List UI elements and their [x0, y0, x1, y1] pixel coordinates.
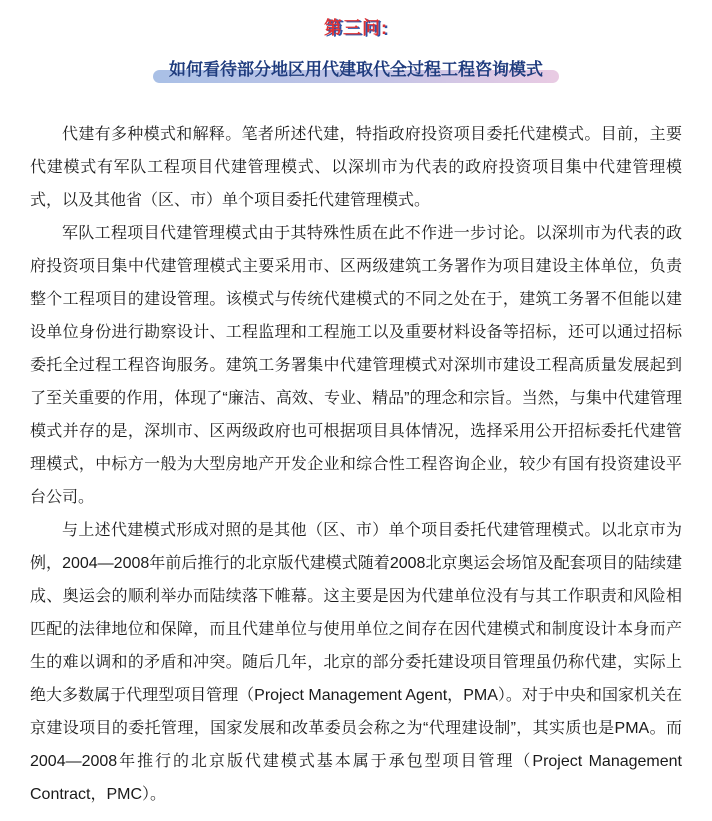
subtitle-row	[30, 55, 682, 80]
subtitle-highlighted-text: 如何看待部分地区用代建取代全过程工程咨询模式	[166, 55, 546, 80]
paragraph-1: 代建有多种模式和解释。笔者所述代建，特指政府投资项目委托代建模式。目前，主要代建模式有军队工程项目代建管理模式、以深圳市为代表的政府投资项目集中代建管理模式，以及其他省（区、市）单个项目委托代建管理模式。	[30, 126, 682, 209]
paragraph-2: 军队工程项目代建管理模式由于其特殊性质在此不作进一步讨论。以深圳市为代表的政府投资项目集中代建管理模式主要采用市、区两级建筑工务署作为项目建设主体单位，负责整个工程项目的建设管理。该模式与传统代建模式的不同之处在于，建筑工务署不但能以建设单位身份进行勘察设计、工程监理和工程施工以及重要材料设备等招标，还可以通过招标委托全过程工程咨询服务。建筑工务署集中代建管理模式对深圳市建设工程高质量发展起到了至关重要的作用，体现了“廉洁、高效、专业、精品”的理念和宗旨。当然，与集中代建管理模式并存的是，深圳市、区两级政府也可根据项目具体情况，选择采用公开招标委托代建管理模式，中标方一般为大型房地产开发企业和综合性工程咨询企业，较少有国有投资建设平台公司。	[30, 225, 682, 506]
paragraph-3: 与上述代建模式形成对照的是其他（区、市）单个项目委托代建管理模式。以北京市为例，2004—2008年前后推行的北京版代建模式随着2008北京奥运会场馆及配套项目的陆续建成、奥运会的顺利举办而陆续落下帷幕。这主要是因为代建单位没有与其工作职责和风险相匹配的法律地位和保障，而且代建单位与使用单位之间存在因代建模式和制度设计本身而产生的难以调和的矛盾和冲突。随后几年，北京的部分委托建设项目管理虽仍称代建，实际上绝大多数属于代理型项目管理（Project Management Agent，PMA）。对于中央和国家机关在京建设项目的委托管理，国家发展和改革委员会称之为“代理建设制”，其实质也是PMA。而2004—2008年推行的北京版代建模式基本属于承包型项目管理（Project Management Contract，PMC）。	[30, 522, 682, 803]
article-body	[30, 118, 682, 811]
page-title: 第三问:	[324, 18, 388, 38]
